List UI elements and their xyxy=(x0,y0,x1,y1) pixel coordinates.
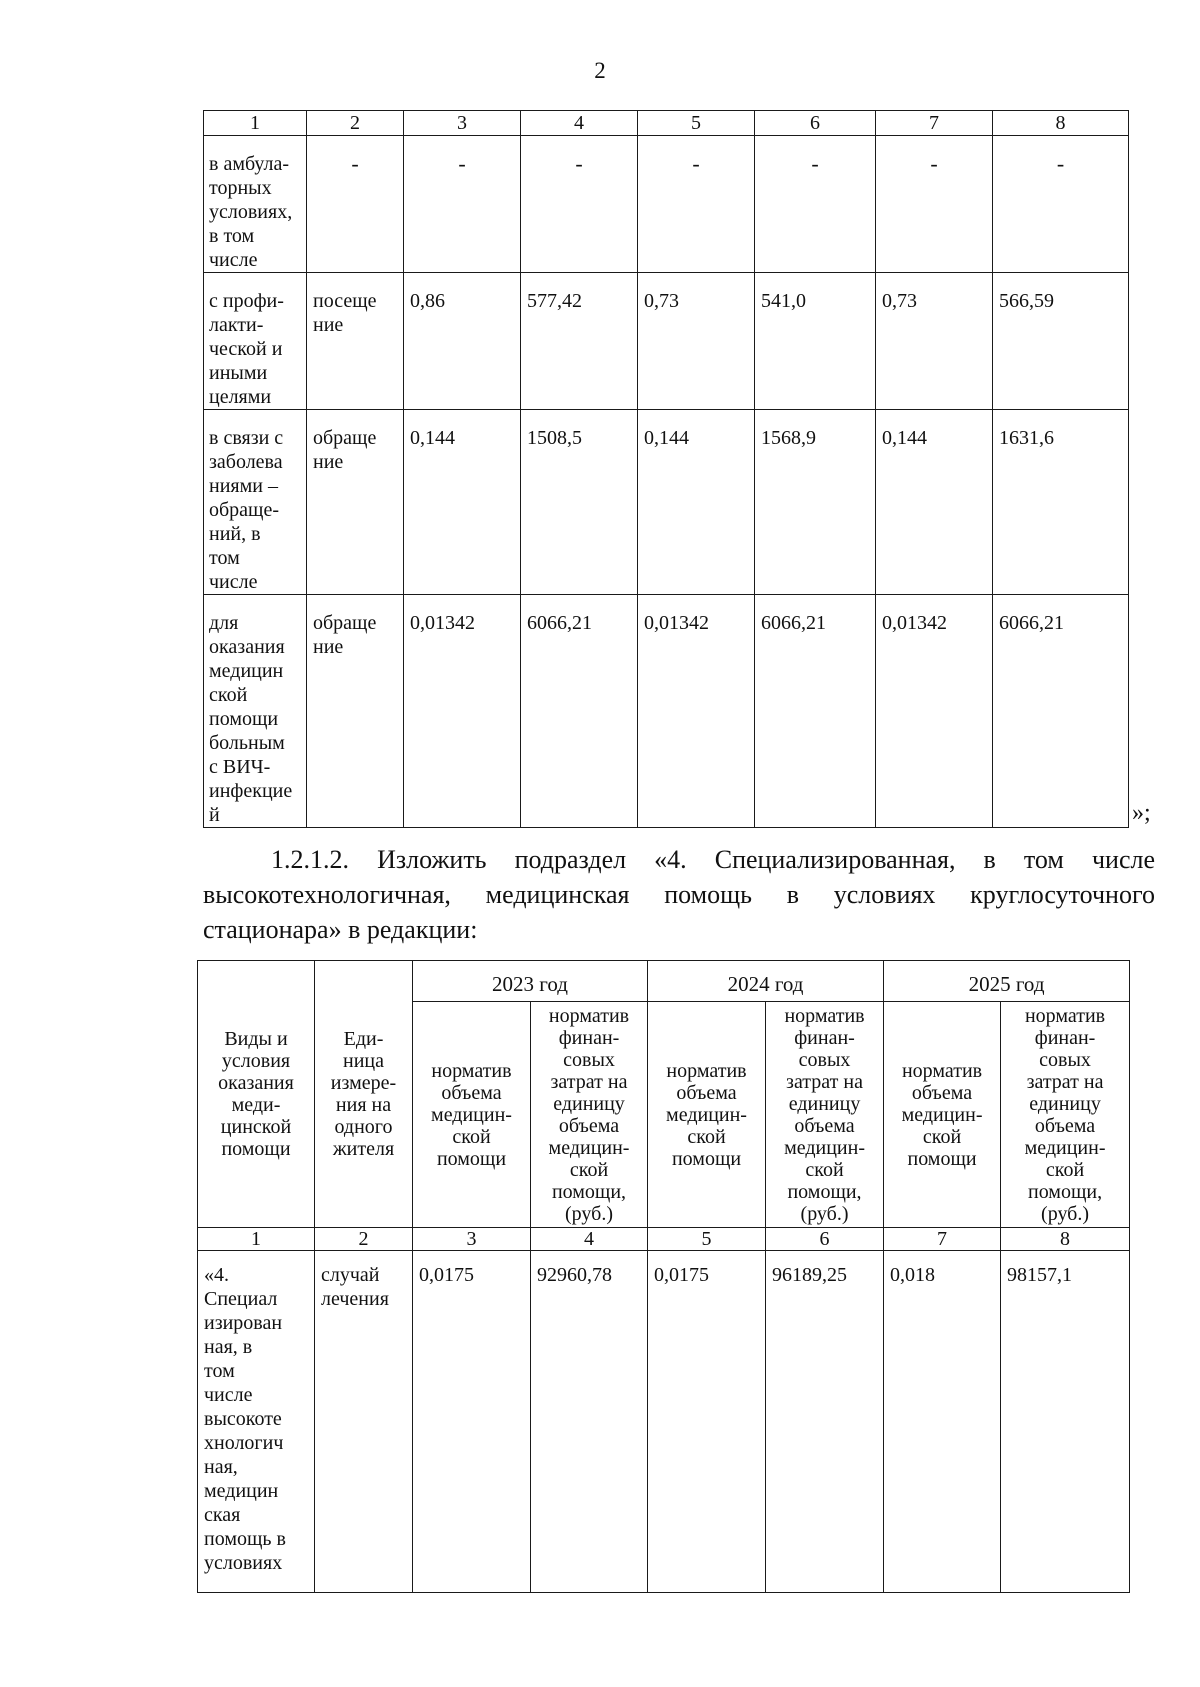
row-label: «4. Специал изирован ная, в том числе высокоте хнологич ная, медицин ская помощь в условиях xyxy=(198,1251,315,1593)
amendment-paragraph xyxy=(203,842,1155,947)
row-label: в связи с заболева ниями – обраще- ний, в том числе xyxy=(204,410,307,595)
cell: обраще ние xyxy=(307,410,404,595)
row-label: для оказания медицин ской помощи больным с ВИЧ- инфекцие й xyxy=(204,595,307,828)
column-number: 7 xyxy=(884,1228,1001,1251)
cell: 566,59 xyxy=(993,273,1129,410)
cell: 96189,25 xyxy=(766,1251,884,1593)
table-header-row xyxy=(204,111,1129,136)
table-column-numbers xyxy=(198,1228,1130,1251)
cell: - xyxy=(993,136,1129,273)
header-year: 2023 год xyxy=(413,961,648,1002)
cell: 0,144 xyxy=(638,410,755,595)
table-row xyxy=(204,595,1129,828)
cell: 0,144 xyxy=(404,410,521,595)
column-number: 5 xyxy=(648,1228,766,1251)
cell: 0,0175 xyxy=(648,1251,766,1593)
column-number: 8 xyxy=(1001,1228,1130,1251)
cell: - xyxy=(876,136,993,273)
header-volume: норматив объема медицин- ской помощи xyxy=(884,1002,1001,1228)
cell: 92960,78 xyxy=(531,1251,648,1593)
header-unit: Еди- ница измере- ния на одного жителя xyxy=(315,961,413,1228)
table-row xyxy=(204,273,1129,410)
cell: - xyxy=(638,136,755,273)
header-volume: норматив объема медицин- ской помощи xyxy=(648,1002,766,1228)
cell: 6066,21 xyxy=(755,595,876,828)
cell: случай лечения xyxy=(315,1251,413,1593)
header-cost: норматив финан- совых затрат на единицу объема медицин- ской помощи, (руб.) xyxy=(531,1002,648,1228)
cell: - xyxy=(755,136,876,273)
column-number: 7 xyxy=(876,111,993,136)
table-row xyxy=(198,1251,1130,1593)
closing-quote: »; xyxy=(1132,800,1151,826)
cell: посеще ние xyxy=(307,273,404,410)
cell: - xyxy=(521,136,638,273)
cell: - xyxy=(404,136,521,273)
cell: 541,0 xyxy=(755,273,876,410)
cell: 1568,9 xyxy=(755,410,876,595)
header-year: 2025 год xyxy=(884,961,1130,1002)
table-specialized-care xyxy=(197,960,1130,1593)
cell: - xyxy=(307,136,404,273)
column-number: 3 xyxy=(413,1228,531,1251)
column-number: 1 xyxy=(198,1228,315,1251)
table-header-years xyxy=(198,961,1130,1002)
table-row xyxy=(204,410,1129,595)
header-cost: норматив финан- совых затрат на единицу объема медицин- ской помощи, (руб.) xyxy=(1001,1002,1130,1228)
header-year: 2024 год xyxy=(648,961,884,1002)
column-number: 8 xyxy=(993,111,1129,136)
row-label: в амбула- торных условиях, в том числе xyxy=(204,136,307,273)
column-number: 4 xyxy=(531,1228,648,1251)
table-continuation xyxy=(203,110,1129,828)
cell: 0,0175 xyxy=(413,1251,531,1593)
column-number: 5 xyxy=(638,111,755,136)
cell: 0,01342 xyxy=(876,595,993,828)
column-number: 2 xyxy=(307,111,404,136)
column-number: 2 xyxy=(315,1228,413,1251)
header-volume: норматив объема медицин- ской помощи xyxy=(413,1002,531,1228)
column-number: 6 xyxy=(755,111,876,136)
cell: 1508,5 xyxy=(521,410,638,595)
header-type: Виды и условия оказания меди- цинской помощи xyxy=(198,961,315,1228)
column-number: 1 xyxy=(204,111,307,136)
cell: 0,01342 xyxy=(404,595,521,828)
paragraph-text: 1.2.1.2. Изложить подраздел «4. Специализированная, в том числе высокотехнологичная, медицинская помощь в условиях круглосуточного стационара» в редакции: xyxy=(203,845,1155,944)
header-cost: норматив финан- совых затрат на единицу объема медицин- ской помощи, (руб.) xyxy=(766,1002,884,1228)
column-number: 4 xyxy=(521,111,638,136)
cell: 0,144 xyxy=(876,410,993,595)
table-row xyxy=(204,136,1129,273)
cell: 0,86 xyxy=(404,273,521,410)
cell: 0,018 xyxy=(884,1251,1001,1593)
cell: 577,42 xyxy=(521,273,638,410)
cell: обраще ние xyxy=(307,595,404,828)
cell: 6066,21 xyxy=(521,595,638,828)
row-label: с профи- лакти- ческой и иными целями xyxy=(204,273,307,410)
column-number: 3 xyxy=(404,111,521,136)
column-number: 6 xyxy=(766,1228,884,1251)
cell: 0,73 xyxy=(876,273,993,410)
cell: 0,01342 xyxy=(638,595,755,828)
cell: 98157,1 xyxy=(1001,1251,1130,1593)
cell: 6066,21 xyxy=(993,595,1129,828)
cell: 0,73 xyxy=(638,273,755,410)
page-number: 2 xyxy=(594,58,606,83)
cell: 1631,6 xyxy=(993,410,1129,595)
